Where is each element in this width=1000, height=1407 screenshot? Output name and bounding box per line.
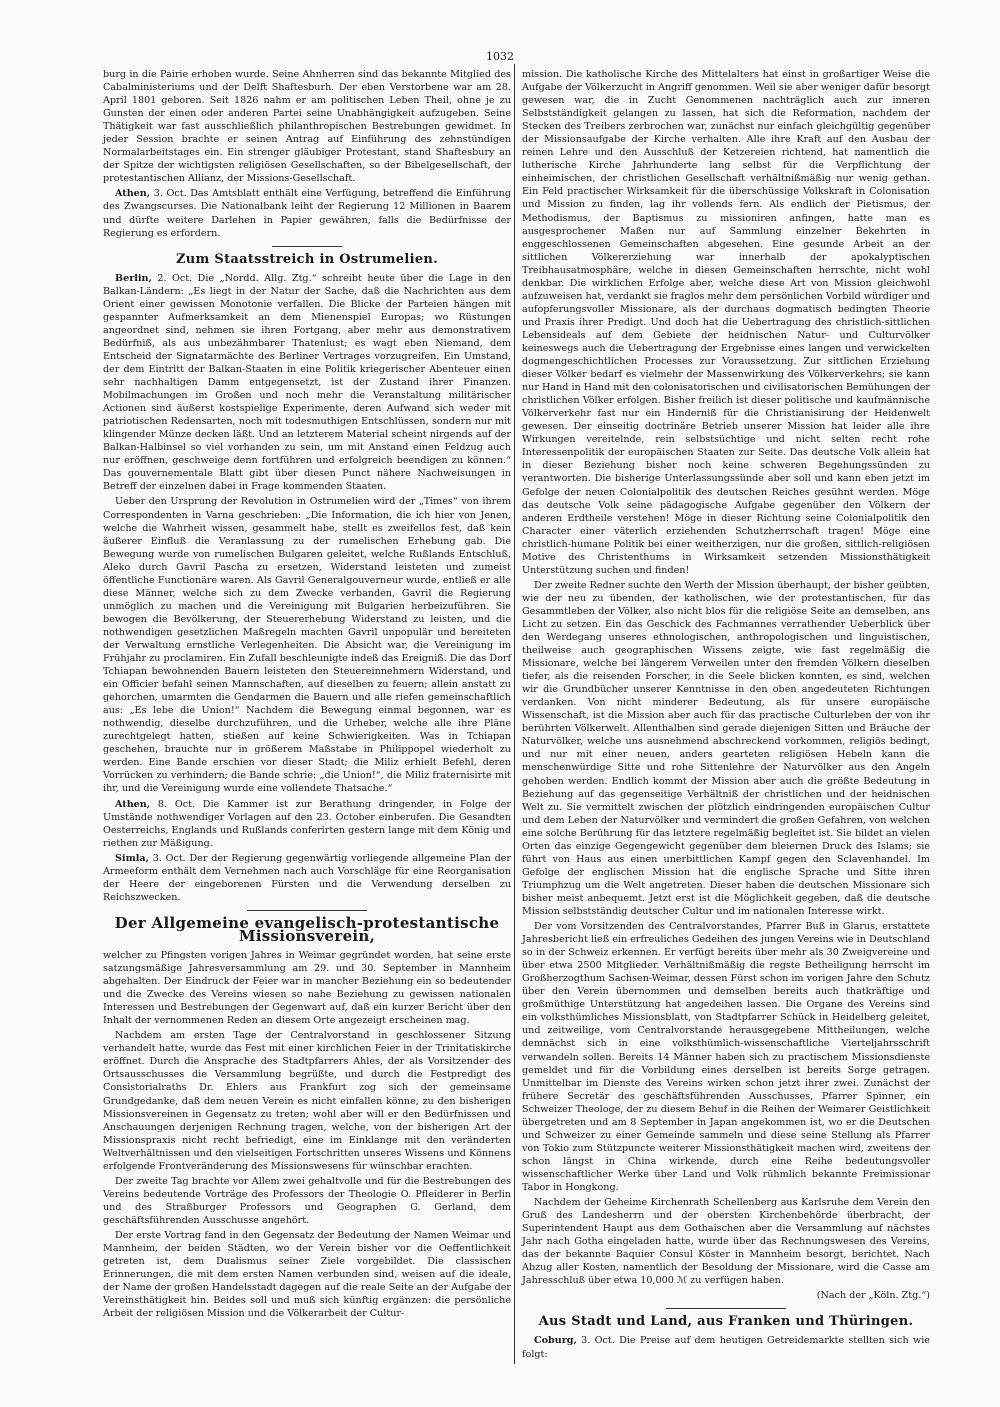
report-text: 3. Oct. Die Preise auf dem heutigen Getreidemarkte stellten sich wie folgt: [522,1335,930,1360]
divider [247,910,367,911]
left-column [103,68,511,1322]
article-paragraph: Der vom Vorsitzenden des Centralvorstandes, Pfarrer Buß in Glarus, erstattete Jahresbericht ließ ein erfreuliches Gedeihen des jungen Vereins wie in Deutschland so in der Schweiz erkennen. Er verfügt bereits über mehr als 30 Zweigvereine und über etwa 2500 Mitglieder. Verhältnißmäßig die regste Betheiligung herrscht im Großherzogthum Sachsen-Weimar, dessen Fürst schon im vorigen Jahre den Schutz über den Verein übernommen und demselben bereits auch thatkräftige und großmüthige Unterstützung hat angedeihen lassen. Die Organe des Vereins sind ein volksthümliches Missionsblatt, von Stadtpfarrer Schück in Heidelberg geleitet, und zeitweilige, vom Centralvorstande herausgegebene Mittheilungen, welche demnächst sich in eine volksthümlich-wissenschaftliche Vierteljahrsschrift verwandeln sollen. Bereits 14 Männer haben sich zu practischem Missionsdienste gemeldet und für die Vorbildung eines derselben ist bereits Sorge getragen. Unmittelbar im Dienste des Vereins wirken schon jetzt ihrer zwei. Zunächst der frühere Secretär des geschäftsführenden Ausschusses, Pfarrer Spinner, ein Schweizer Theologe, der zu diesem Behuf in die Reihen der Weimarer Geistlichkeit übergetreten und am 8 September in Japan angekommen ist, wo er die Deutschen und Schweizer zu einer Gemeinde sammeln und diese seine Stellung als Pfarrer von Tokio zum Stützpuncte weiterer Missionsthätigkeit machen wird, zweitens der schon längst in China wirkende, durch eine Reihe bedeutungsvoller wissenschaftlicher Werke über Land und Volk rühmlich bekannte Freimissionar Tabor in Hongkong. [522,921,930,1193]
dateline: Athen, [115,188,151,200]
report-text: 8. Oct. Die Kammer ist zur Berathung dringender, in Folge der Umstände nothwendiger Vorlagen auf den 23. October einberufen. Die Gesandten Oesterreichs, Englands und Rußlands conferirten gestern lange mit dem König und riethen zur Mäßigung. [103,798,511,849]
column-divider [514,64,515,1364]
dateline: Athen, [115,798,151,810]
shaftesbury-obituary: burg in die Pairie erhoben wurde. Seine Ahnherren sind das bekannte Mitglied des Cabalministeriums und der Delft Shaftesburh. Der eben Verstorbene war am 28. April 1801 geboren. Seit 1826 nahm er am politischen Leben Theil, ohne je zu Gunsten der einen oder anderen Partei seine Unabhängigkeit aufzugeben. Seine Thätigkeit war fast ausschließlich philanthropischen Bestrebungen gewidmet. In jeder Session brachte er seinen Antrag auf Einführung des zehnstündigen Normalarbeitstages ein. Ein strenger gläubiger Protestant, stand Shaftesbury an der Spitze der wichtigsten religiösen Gesellschaften, so der Bibelgesellschaft, der protestantischen Allianz, der Missions-Gesellschaft. [103,69,511,185]
article-paragraph: Nachdem am ersten Tage der Centralvorstand in geschlossener Sitzung verhandelt hatte, wurde das Fest mit einer kirchlichen Feier in der Trinitatiskirche eröffnet. Durch die Ansprache des Stadtpfarrers Ahles, der als Vorsitzender des Ortsausschusses die Versammlung begrüßte, und durch die Festpredigt des Consistorialraths Dr. Ehlers aus Frankfurt zog sich der gemeinsame Grundgedanke, daß dem neuen Verein es nicht einfallen könne, zu den bisherigen Missionsvereinen in Gegensatz zu treten; wohl aber will er den Bedürfnissen und Anschauungen derjenigen Rechnung tragen, welche, von der bisherigen Art der Missionspraxis nicht recht befriedigt, eine im Einklange mit den veränderten Weltverhältnissen und den vielseitigen Fortschritten unseres Wissens und Könnens erfolgende Frontveränderung des Missionswesens für wünschbar erachten. [103,1030,511,1172]
report-text: 3. Oct. Das Amtsblatt enthält eine Verfügung, betreffend die Einführung des Zwangscurses. Die Nationalbank leiht der Regierung 12 Millionen in Baarem und dürfte weitere Darlehen in Papier gewähren, falls die Bedürfnisse der Regierung es erfordern. [103,188,511,239]
article-paragraph: Der zweite Redner suchte den Werth der Mission überhaupt, der bisher geübten, wie der neu zu übenden, der katholischen, wie der protestantischen, für das Gesammtleben der Völker, also nicht blos für die religiöse Seite an demselben, ans Licht zu setzen. Ein das Geschick des Fachmannes verrathender Ueberblick über den Werdegang unseres ethnologischen, anthropologischen und linguistischen, theilweise auch geographischen Wissens zeigte, wie fast regelmäßig die Missionare, welche bei längerem Verweilen unter den fremden Völkern dieselben tiefer, als die reisenden Forscher, in die Seele blicken konnten, es sind, welchen wir die Grundbücher unserer Kenntnisse in den oben angedeuteten Richtungen verdanken. Von nicht minderer Bedeutung, als für unsere europäische Wissenschaft, ist die Mission aber auch für das practische Culturleben der von ihr berührten Völkerwelt. Allenthalben sind gerade diejenigen Sitten und Bräuche der Naturvölker, welche uns ausnehmend abschreckend vorkommen, religiös bedingt, und nur mit einer neuen, anders gearteten religiösen Hebeln kann die menschenwürdige Sitte und rohe Sittenlehre der Naturvölker aus den Angeln gehoben werden. Endlich kommt der Mission aber auch die größte Bedeutung in Beziehung auf das gegenseitige Verhältniß der christlichen und der heidnischen Welt zu. Sie vermittelt zwischen der plötzlich eindringenden europäischen Cultur und dem Leben der Naturvölker und vermindert die großen Gefahren, von welchen eine solche Berührung für das letztere regelmäßig begleitet ist. Sie bildet an vielen Orten das einzige Gegengewicht gegenüber dem bleiernen Druck des Islams; sie führt von Haus aus einen unerbittlichen Kampf gegen den Sclavenhandel. Im Gefolge der englischen Mission hat die englische Sprache und Sitte ihren Triumphzug um die Welt angetreten. Dieser haben die deutschen Missionare sich bisher meist anbequemt. Jetzt erst ist die Möglichkeit gegeben, daß die deutsche Mission selbstständig deutscher Cultur und im nationalen Interesse wirkt. [522,579,930,917]
coburg-report [522,1334,930,1360]
berlin-report [103,272,511,494]
simla-report [103,852,511,904]
article-paragraph: mission. Die katholische Kirche des Mittelalters hat einst in großartiger Weise die Aufgabe der Völkerzucht in Angriff genommen. Weil sie aber weniger dafür besorgt gewesen war, die in Zucht Genommenen nachträglich auch zur inneren Selbstständigkeit gelangen zu lassen, hat sich die Reformation, nachdem der Stecken des Treibers zerbrochen war, zunächst nur einfach gleichgültig gegenüber der Missionsaufgabe der Kirche verhalten. Alle ihre Kraft auf den Ausbau der reinen Lehre und den Ausschluß der Ketzereien richtend, hat namentlich die lutherische Kirche Jahrhunderte lang selbst für die Verpflichtung der einheimischen, der christlichen Gesellschaft verhältnißmäßig nur wenig gethan. Ein Feld practischer Wirksamkeit für die überschüssige Volkskraft in Colonisation und Mission zu finden, lag ihr vollends fern. Als endlich der Pietismus, der Methodismus, der Baptismus zu missioniren anfingen, hatte man es ausgesprochener Maßen nur auf Sammlung einzelner Bekehrten in enggeschlossenen Gemeinschaften abgesehen. Eine gesunde Arbeit an der sittlichen Völkererziehung war innerhalb der apokalyptischen Treibhausatmosphäre, welche in diesen Gemeinschaften herrschte, nicht wohl denkbar. Die wirklichen Erfolge aber, welche diese Art von Mission gleichwohl aufzuweisen hat, verdankt sie fraglos mehr dem persönlichen Vorbild würdiger und aufopferungsvoller Missionare, als der durchaus dogmatisch bedingten Theorie und Praxis ihrer Predigt. Und doch hat die Uebertragung des christlich-sittlichen Lebensideals auf dem Gebiete der heidnischen Natur- und Culturvölker keineswegs auch die Uebertragung der Ergebnisse eines langen und verwickelten dogmengeschichtlichen Processes zur Voraussetzung. Zur sittlichen Erziehung dieser Völker bedarf es vielmehr der Massenwirkung des Völkerverkehrs; sie kann nur Hand in Hand mit den colonisatorischen und civilisatorischen Bemühungen der christlichen Völker erfolgen. Bisher freilich ist dieser politische und kaufmännische Völkerverkehr fast nur ein Hinderniß für die Christianisirung der Heidenwelt gewesen. Der einseitig doctrinäre Betrieb unserer Mission hat leider alle ihre Wirkungen vereitelnde, rein selbstsüchtige und nicht selten recht rohe Interessenpolitik der europäischen Staaten zur Seite. Das deutsche Volk allein hat in dieser Beziehung bisher noch keine schweren Begehungssünden zu verantworten. Die bisherige Unterlassungssünde aber soll und kann eben jetzt im Gefolge der neuen Colonialpolitik des deutschen Reiches gesühnt werden. Möge das deutsche Volk seine pädagogische Aufgabe gegenüber den Völkern der anderen Erdtheile verstehen! Möge in dieser Richtung seine Colonialpolitik den Character einer väterlich erziehenden Schutzherrschaft tragen! Möge eine christlich-humane Politik bei einer weitherzigen, nur die großen, sittlich-religiösen Motive des Christenthums in Wirksamkeit setzenden Missionsthätigkeit Unterstützung suchen und finden! [522,69,930,576]
dateline: Berlin, [115,272,152,284]
right-column [522,68,930,1363]
section-heading-franken-thueringen: Aus Stadt und Land, aus Franken und Thüringen. [538,1314,914,1330]
article-paragraph: welcher zu Pfingsten vorigen Jahres in Weimar gegründet worden, hat seine erste satzungsmäßige Jahresversammlung am 29. und 30. September in Mannheim abgehalten. Der Eindruck der Feier war in mancher Beziehung ein so bedeutender und die Zwecke des Vereins wiesen so nahe Beziehung zu gewissen nationalen Interessen und Bestrebungen der Gegenwart auf, daß ein kurzer Bericht über den Inhalt der vernommenen Reden an diesem Orte angezeigt erscheinen mag. [103,950,511,1027]
divider [272,246,342,247]
divider [666,1308,786,1309]
article-paragraph: Der erste Vortrag fand in den Gegensatz der Bedeutung der Namen Weimar und Mannheim, der beiden Städten, wo der Verein bisher vor die Oeffentlichkeit getreten ist, dem Dualismus seiner Ziele vorgebildet. Die classischen Erinnerungen, die mit dem ersten Namen verbunden sind, weisen auf die ideale, der Name der großen Handelsstadt dagegen auf die reale Seite an der Aufgabe der Vereinsthätigkeit hin. Beides soll und muß sich künftig ergänzen: die persönliche Arbeit der religiösen Mission und die Völkerarbeit der Cultur- [103,1229,511,1320]
athen-report-1 [103,187,511,239]
dateline: Coburg, [534,1335,577,1347]
report-text: 2. Oct. Die „Nordd. Allg. Ztg.“ schreibt heute über die Lage in den Balkan-Ländern: „Es liegt in der Natur der Sache, daß die Nachrichten aus dem Orient einer gewissen Monotonie verfallen. Die Blicke der Parteien hängen mit gespannter Aufmerksamkeit an dem Mienenspiel Europas; wo Rüstungen angeordnet sind, nehmen sie ihren Fortgang, aber mehr aus demonstrativem Bedürfniß, als aus unbezähmbarer Thatenlust; es wagt eben Niemand, dem Entscheid der Signatarmächte des Berliner Vertrages vorzugreifen. Ein Umstand, der dem Eintritt der Balkan-Staaten in eine Politik kriegerischer Abenteuer einen sehr nachhaltigen Damm entgegensetzt, ist der Zustand ihrer Finanzen. Mobilmachungen im Großen und noch mehr die Veranstaltung militärischer Actionen sind äußerst kostspielige Experimente, deren Aufwand sich weder mit patriotischen Redensarten, noch mit todesmuthigen Entschlüssen, sondern nur mit klingender Münze decken läßt. Und an letzterem Material scheint nirgends auf der Balkan-Halbinsel so viel vorhanden zu sein, um mit Anstand einen Feldzug auch nur eröffnen, geschweige denn fortführen und erfolgreich beendigen zu können.“ Das gouvernementale Blatt gibt über diesen Punct nähere Nachweisungen in Betreff der einzelnen dabei in Frage kommenden Staaten. [103,272,511,493]
athen-report-2 [103,798,511,850]
source-attribution: (Nach der „Köln. Ztg.“) [816,1290,930,1302]
revolution-origin-paragraph: Ueber den Ursprung der Revolution in Ostrumelien wird der „Times“ von ihrem Correspondenten in Varna geschrieben: „Die Information, die ich hier von Jenen, welche die Wahrheit wissen, gesammelt habe, stellt es zweifellos fest, daß kein äußerer Einfluß die Veranlassung zu der rumelischen Erhebung gab. Die Bewegung wurde von rumelischen Bulgaren geleitet, welche Rußlands Entschluß, Aleko durch Gavril Pascha zu ersetzen, Widerstand leisteten und zumeist öffentliche Functionäre waren. Als Gavril Generalgouverneur wurde, entließ er alle diese Männer, welche sich zu dem Zwecke verbanden, Gavril die Regierung unmöglich zu machen und die Vereinigung mit Bulgarien herbeizuführen. Sie bewogen die Bevölkerung, der Steuererhebung Widerstand zu leisten, und die nothwendigen gesetzlichen Maßregeln machten Gavril unpopulär und bereiteten der Verwaltung ernstliche Verlegenheiten. Die Absicht war, die Vereinigung im Frühjahr zu proclamiren. Ein Zufall beschleunigte indeß das Ereigniß. Die das Dorf Tchiapan bewohnenden Bauern leisteten den Steuereinnehmern Widerstand, und ein Officier befahl seinen Mannschaften, auf dieselben zu feuern; allein anstatt zu gehorchen, umarmten die Gendarmen die Bauern und alle riefen gemeinschaftlich aus: „Es lebe die Union!“ Nachdem die Bewegung einmal begonnen, war es nothwendig, dieselbe durchzuführen, und die Urheber, welche alle ihre Pläne zurechtgelegt hatten, stießen auf keine Schwierigkeiten. Was in Tchiapan geschehen, brauchte nur in größerem Maßstabe in Philippopel wiederholt zu werden. Eine Bande erschien vor dieser Stadt; die Miliz erhielt Befehl, deren Vorrücken zu verhindern; die Bande schrie: „die Union!“, die Miliz fraternisirte mit ihr, und die Vereinigung wurde eine vollendete Thatsache.“ [103,496,511,795]
section-heading-missionsverein: Der Allgemeine evangelisch-protestantische Missionsverein, [114,913,500,945]
article-paragraph: Der zweite Tag brachte vor Allem zwei gehaltvolle und für die Bestrebungen des Vereins bedeutende Vorträge des Professors der Theologie O. Pfleiderer in Berlin und des Straßburger Professors und Geographen G. Gerland, dem geschäftsführenden Ausschusse angehört. [103,1175,511,1226]
page-number: 1032 [486,50,514,63]
dateline: Simla, [115,852,149,864]
article-paragraph: Nachdem der Geheime Kirchenrath Schellenberg aus Karlsruhe dem Verein den Gruß des Landesherrn und der obersten Kirchenbehörde überbracht, der Superintendent Haupt aus dem Gothaischen aber die Versammlung auf nächstes Jahr nach Gotha eingeladen hatte, wurde über das Rechnungswesen des Vereins, das der bekannte Baquier Consul Köster in Mannheim besorgt, berichtet. Nach Abzug aller Kosten, namentlich der Besoldung der Missionare, wird die Casse am Jahresschluß über etwa 10,000 ℳ zu verfügen haben. [522,1197,930,1287]
section-heading-ostrumelien: Zum Staatsstreich in Ostrumelien. [176,251,438,267]
report-text: 3. Oct. Der der Regierung gegenwärtig vorliegende allgemeine Plan der Armeeform enthält dem Vernehmen nach auch Vorschläge für eine Reorganisation der Heere der eingeborenen Fürsten und die Verwendung derselben zu Reichszwecken. [103,852,511,903]
